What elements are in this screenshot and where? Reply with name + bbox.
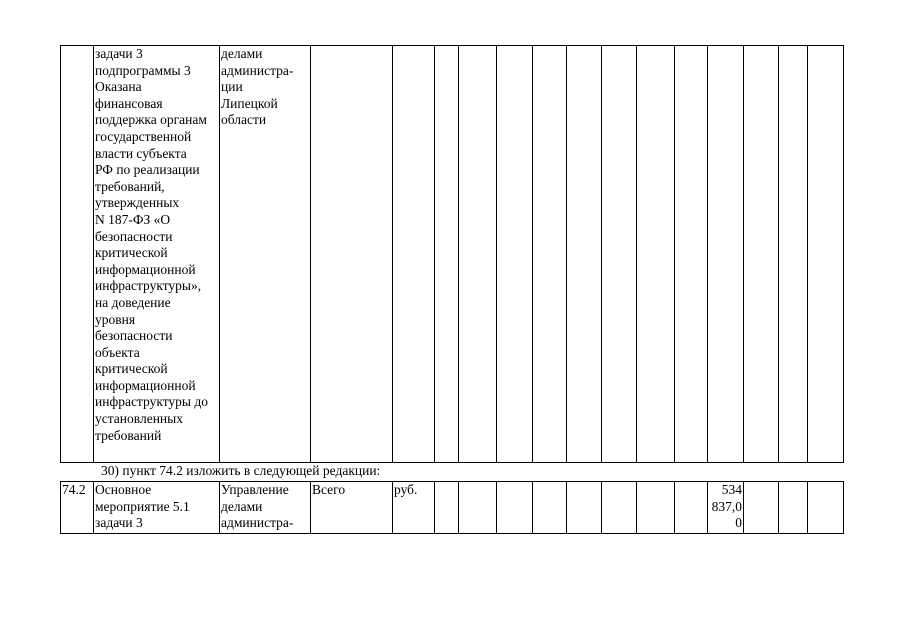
empty-cell	[637, 46, 675, 463]
empty-cell	[675, 482, 708, 534]
empty-cell	[779, 482, 808, 534]
unit-cell	[393, 46, 435, 463]
empty-cell	[744, 46, 779, 463]
unit-cell: руб.	[393, 482, 435, 534]
table-row	[61, 482, 844, 534]
funding-source-cell	[311, 46, 393, 463]
executor-cell: Управление делами администра-	[220, 482, 311, 534]
measure-description-cell: Основное мероприятие 5.1 задачи 3	[94, 482, 220, 534]
amendment-note: 30) пункт 74.2 изложить в следующей редакции:	[101, 463, 381, 478]
empty-cell	[435, 46, 459, 463]
empty-cell	[808, 46, 844, 463]
row-number-cell: 74.2	[61, 482, 94, 534]
empty-cell	[708, 46, 744, 463]
empty-cell	[744, 482, 779, 534]
measure-description-cell: задачи 3 подпрограммы 3 Оказана финансовая поддержка органам государственной власти субъекта РФ по реализации требований, утвержденных N 187-ФЗ «О безопасности критической информационной инфраструктуры», на доведение уровня безопасности объекта критической информационной инфраструктуры до установленных требований	[94, 46, 220, 463]
empty-cell	[497, 482, 533, 534]
empty-cell	[637, 482, 675, 534]
empty-cell	[533, 46, 567, 463]
table-row	[61, 46, 844, 463]
amount-cell: 534 837,0 0	[708, 482, 744, 534]
empty-cell	[459, 482, 497, 534]
program-table-continuation	[60, 45, 844, 463]
empty-cell	[459, 46, 497, 463]
executor-cell: делами администра- ции Липецкой области	[220, 46, 311, 463]
empty-cell	[602, 46, 637, 463]
empty-cell	[602, 482, 637, 534]
empty-cell	[497, 46, 533, 463]
empty-cell	[435, 482, 459, 534]
empty-cell	[779, 46, 808, 463]
row-number-cell	[61, 46, 94, 463]
empty-cell	[567, 46, 602, 463]
program-table-item-74-2	[60, 481, 844, 534]
funding-source-cell: Всего	[311, 482, 393, 534]
empty-cell	[567, 482, 602, 534]
empty-cell	[808, 482, 844, 534]
empty-cell	[675, 46, 708, 463]
empty-cell	[533, 482, 567, 534]
